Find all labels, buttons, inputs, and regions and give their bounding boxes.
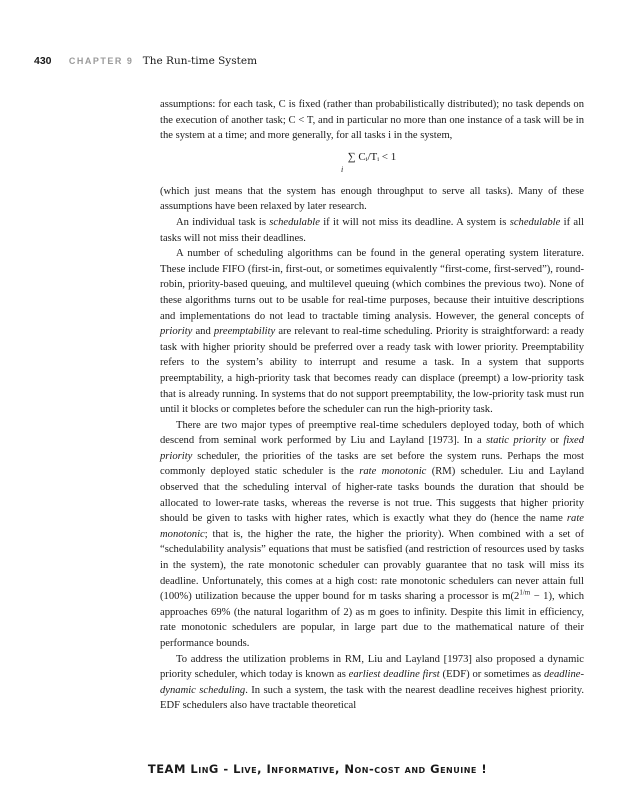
paragraph-6 (160, 652, 584, 714)
equation-expression: ∑ Cᵢ/Tᵢ < 1 (347, 150, 397, 163)
term-rate-monotonic: rate monotonic (359, 466, 427, 478)
text-span: ; that is, the higher the rate, the higher the priority). When combined with a set of “schedulability analysis” equations that must be satisfied (and restriction of resources used by tasks in the system), the rate monotonic scheduler can provably guarantee that no task will miss its deadline. Unfortunately, this comes at a high cost: rate monotonic schedulers can never attain full (100%) utilization because the upper bound for m tasks sharing a processor is m(2 (160, 528, 584, 603)
text-span: An individual task is (176, 216, 270, 228)
term-schedulable: schedulable (269, 216, 320, 228)
text-span: A number of scheduling algorithms can be found in the general operating system literature. These include FIFO (first-in, first-out, or sometimes equivalently “first-come, first-served”), round-robin, priority-based queuing, and multilevel queuing (which combines the previous two). None of these algorithms turns out to be usable for real-time purposes, because their intuitive descriptions and implementations do not lead to tractable timing analysis. However, the general concepts of (160, 248, 584, 322)
text-span: There are two major types of preemptive real-time schedulers deployed today, both of which descend from seminal work performed by Liu and Layland [1973]. In a (160, 419, 584, 447)
text-span: To address the utilization problems in RM, Liu and Layland [1973] also proposed a dynamic priority scheduler, which today is known as (160, 653, 584, 681)
text-span: if all tasks will not miss their deadlines. (160, 216, 585, 244)
term-edf: earliest deadline first (348, 669, 440, 681)
term-preemptability: preemptability (213, 326, 276, 338)
text-span: (EDF) or sometimes as (439, 669, 544, 681)
text-span: are relevant to real-time scheduling. Priority is straightforward: a ready task with higher priority should be preferred over a ready task with lower priority. Preemptability refers to the system’s ability to interrupt and resume a task. In a system that supports preemptability, a high-priority task that becomes ready can displace (preempt) a low-priority task that is already running. In systems that do not support preemptability, the low-priority task must run until it blocks or completes before the scheduler can run the high-priority task. (160, 326, 585, 416)
text-span: . In such a system, the task with the nearest deadline receives highest priority. EDF schedulers also have tractable theoretical (160, 684, 584, 712)
term-static-priority: static priority (486, 435, 546, 447)
body-text (160, 97, 584, 714)
term-fixed-priority: fixed priority (160, 435, 585, 462)
chapter-title: The Run-time System (142, 55, 258, 67)
chapter-label: CHAPTER 9 (68, 56, 134, 66)
watermark-footer: TEAM LinG - Live, Informative, Non-cost and Genuine ! (147, 762, 488, 776)
paragraph-4 (160, 246, 584, 418)
running-header (34, 54, 594, 68)
exponent: 1/m (519, 588, 531, 597)
paragraph-5 (160, 418, 584, 652)
paragraph-2: (which just means that the system has enough throughput to serve all tasks). Many of these assumptions have been relaxed by later research. (160, 185, 584, 213)
equation-sum-subscript: i (341, 164, 344, 174)
text-span: − 1), which approaches 69% (the natural logarithm of 2) as m goes to infinity. Despite this limit in efficiency, rate monotonic schedulers are popular, in large part due to the mathematical nature of their performance bounds. (160, 591, 584, 649)
page-number: 430 (34, 55, 52, 67)
text-span: if it will not miss its deadline. A system is (319, 216, 510, 228)
term-rate-monotonic: rate monotonic (160, 513, 584, 540)
paragraph-3 (160, 215, 584, 246)
term-priority: priority (160, 326, 193, 338)
paragraph-1: assumptions: for each task, C is fixed (rather than probabilistically distributed); no task depends on the execution of another task; C < T, and in particular no more than one instance of a task will be in the system at a time; and more generally, for all tasks i in the system, (160, 99, 584, 142)
text-span: (RM) scheduler. Liu and Layland observed that the scheduling interval of higher-rate tasks bounds the duration that should be allocated to lower-rate tasks, whereas the reverse is not true. This suggests that higher priority should be given to tasks with higher rates, which is exactly what they do (hence the name (160, 466, 584, 525)
term-deadline-dynamic: deadline-dynamic scheduling (160, 669, 584, 696)
utilization-equation (160, 144, 584, 184)
text-span: scheduler, the priorities of the tasks are set before the system runs. Perhaps the most commonly deployed static scheduler is the (160, 450, 584, 478)
text-span: and (192, 326, 214, 338)
term-schedulable: schedulable (509, 216, 561, 228)
text-span: or (545, 435, 564, 447)
